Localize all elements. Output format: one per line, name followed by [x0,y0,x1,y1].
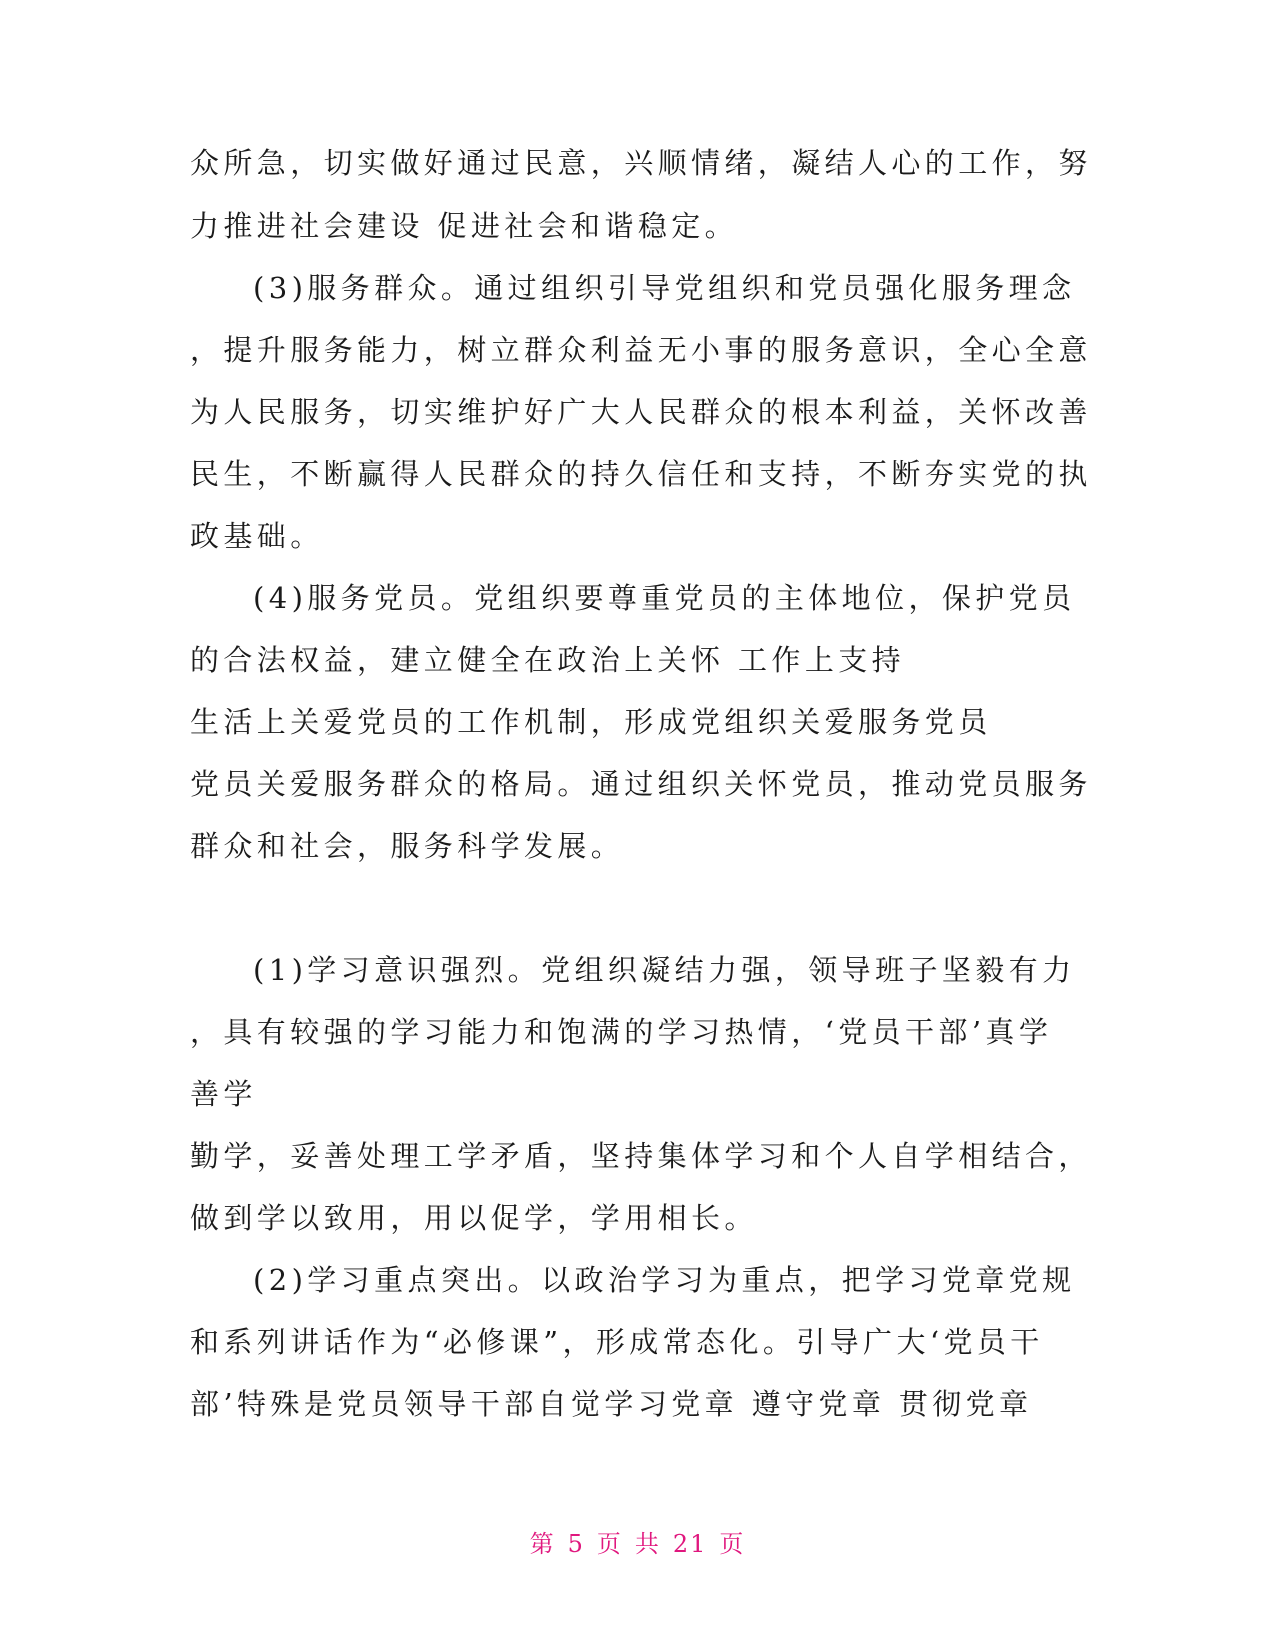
page-number-footer [0,1528,1275,1560]
footer-current-page: 5 [567,1530,585,1558]
body-text-line: 群众和社会，服务科学发展。 [190,829,625,863]
footer-total-pages: 21 [672,1530,708,1558]
body-text-line: ，提升服务能力，树立群众利益无小事的服务意识，全心全意 [190,333,1092,367]
body-text-line: 和系列讲话作为“必修课”，形成常态化。引导广大‘党员干 [190,1325,1044,1359]
body-text-line: 善学 [190,1077,257,1111]
paragraph-start-line: (2)学习重点突出。以政治学习为重点，把学习党章党规 [253,1263,1076,1297]
body-text-line: 众所急，切实做好通过民意，兴顺情绪，凝结人心的工作，努 [190,146,1092,180]
body-text-line: 党员关爱服务群众的格局。通过组织关怀党员，推动党员服务 [190,767,1092,801]
body-text-line: 部’特殊是党员领导干部自觉学习党章 遵守党章 贯彻党章 [190,1387,1033,1421]
body-text-line: 勤学，妥善处理工学矛盾，坚持集体学习和个人自学相结合， [190,1139,1092,1173]
body-text-line: 为人民服务，切实维护好广大人民群众的根本利益，关怀改善 [190,395,1092,429]
footer-total-prefix: 共 [634,1530,661,1558]
body-text-line: ，具有较强的学习能力和饱满的学习热情，‘党员干部’真学 [190,1015,1053,1049]
paragraph-start-line: (1)学习意识强烈。党组织凝结力强，领导班子坚毅有力 [253,953,1076,987]
footer-suffix: 页 [719,1530,746,1558]
body-text-line: 做到学以致用，用以促学，学用相长。 [190,1201,758,1235]
footer-page-label: 页 [596,1530,623,1558]
body-text-line: 生活上关爱党员的工作机制，形成党组织关爱服务党员 [190,705,992,739]
paragraph-start-line: (3)服务群众。通过组织引导党组织和党员强化服务理念 [253,271,1076,305]
body-text-line: 民生，不断赢得人民群众的持久信任和支持，不断夯实党的执 [190,457,1092,491]
body-text-line: 政基础。 [190,519,324,553]
body-text-line: 的合法权益，建立健全在政治上关怀 工作上支持 [190,643,906,677]
body-text-line: 力推进社会建设 促进社会和谐稳定。 [190,209,739,243]
paragraph-start-line: (4)服务党员。党组织要尊重党员的主体地位，保护党员 [253,581,1076,615]
footer-prefix: 第 [529,1530,556,1558]
